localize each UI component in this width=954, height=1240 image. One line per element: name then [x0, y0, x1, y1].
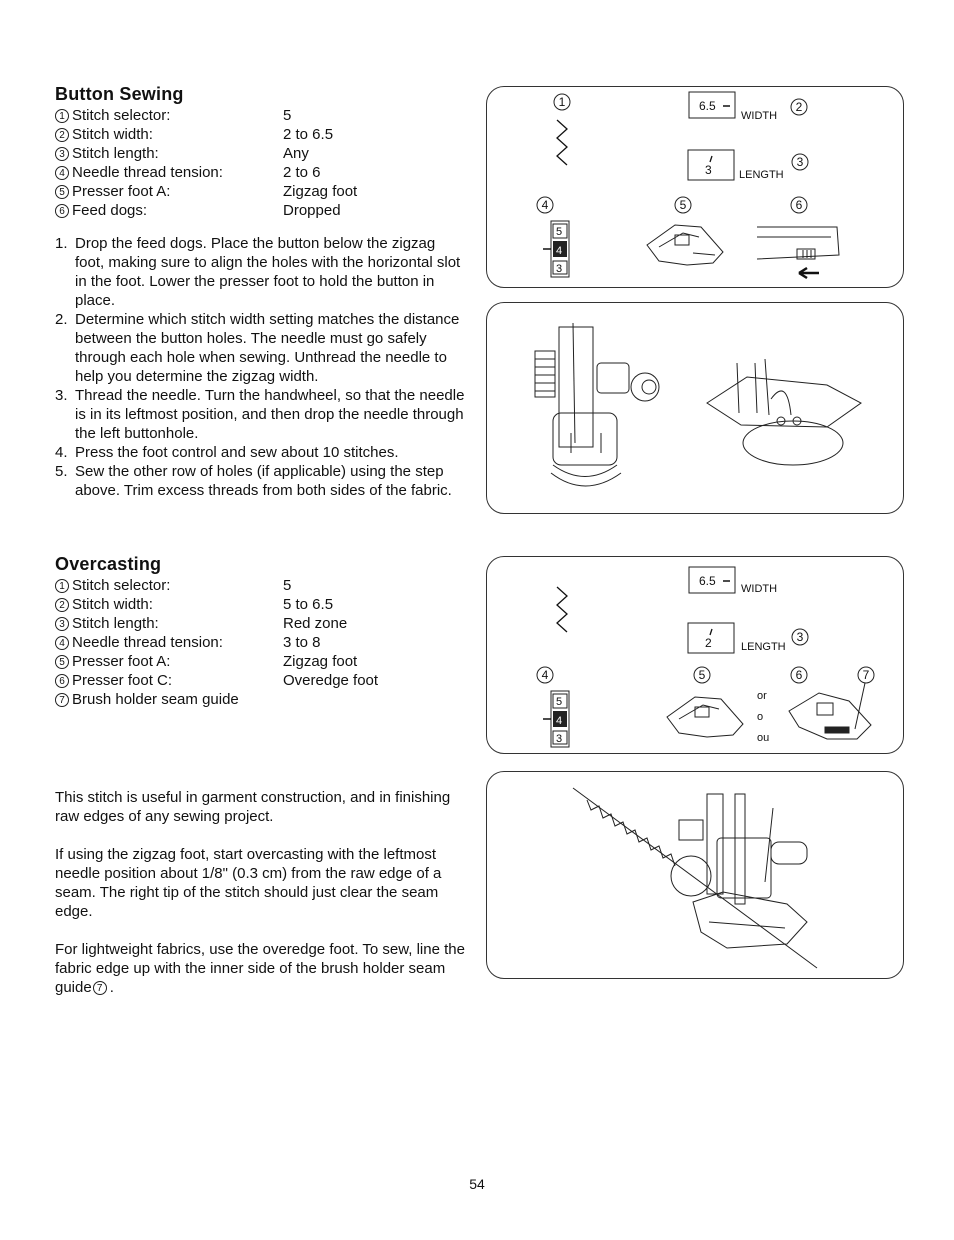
button-under-foot-icon — [707, 359, 861, 465]
callout-6: 6 — [795, 668, 803, 682]
step-text: Drop the feed dogs. Place the button below the zigzag foot, making sure to align the holes with the horizontal slot in the foot. Lower the presser foot to hold the button in place. — [75, 235, 461, 309]
step-number: 2. — [55, 311, 68, 328]
step-number: 4. — [55, 444, 68, 461]
spec-row — [55, 182, 357, 201]
step-item — [55, 443, 467, 462]
spec-value: Zigzag foot — [283, 183, 358, 200]
or-word-fr: ou — [757, 732, 770, 744]
spec-row — [55, 201, 357, 220]
spec-row — [55, 125, 357, 144]
spec-label: Stitch selector: — [72, 577, 171, 594]
overcasting-title: Overcasting — [55, 554, 162, 574]
overcasting-illustration — [487, 772, 903, 978]
spec-row — [55, 614, 378, 633]
callout-icon: 6 — [55, 674, 69, 688]
overcasting-paragraph-1: This stitch is useful in garment construction, and in finishing raw edges of any sewing project. — [55, 789, 451, 825]
callout-icon: 7 — [55, 693, 69, 707]
presser-foot-front-icon — [535, 323, 659, 486]
callout-5: 5 — [698, 668, 706, 682]
spec-label: Feed dogs: — [72, 202, 148, 219]
tension-tick: 3 — [556, 733, 563, 745]
spec-row — [55, 652, 378, 671]
zigzag-foot-icon — [647, 225, 723, 265]
spec-value: 3 to 8 — [283, 634, 321, 651]
overedge-foot-icon — [789, 683, 871, 739]
spec-value: 2 to 6.5 — [283, 126, 334, 143]
button-sewing-title: Button Sewing — [55, 84, 184, 104]
callout-icon: 5 — [55, 185, 69, 199]
callout-icon: 7 — [93, 981, 107, 995]
overcasting-illustration-panel — [486, 771, 904, 979]
spec-value: 5 — [283, 107, 292, 124]
callout-icon: 4 — [55, 166, 69, 180]
length-label: LENGTH — [739, 169, 784, 181]
spec-label: Presser foot C: — [72, 672, 173, 689]
step-number: 1. — [55, 235, 68, 252]
spec-value: Any — [283, 145, 309, 162]
button-settings-diagram — [487, 87, 903, 287]
spec-row — [55, 690, 378, 709]
spec-value: 5 to 6.5 — [283, 596, 334, 613]
zigzag-stitch-icon — [557, 120, 567, 165]
button-settings-panel — [486, 86, 904, 288]
callout-3: 3 — [796, 155, 804, 169]
or-word-en: or — [757, 690, 767, 702]
length-value: 3 — [705, 163, 712, 177]
width-label: WIDTH — [741, 583, 778, 595]
overcasting-paragraph-3 — [55, 940, 467, 997]
callout-icon: 3 — [55, 147, 69, 161]
callout-4: 4 — [541, 198, 549, 212]
spec-label: Needle thread tension: — [72, 634, 223, 651]
callout-4: 4 — [541, 668, 549, 682]
step-text: Determine which stitch width setting matches the distance between the button holes. The needle must go safely through each hole when sewing. Unthread the needle to help you determine the zigzag width. — [75, 311, 460, 385]
tension-dial-icon — [543, 221, 569, 277]
spec-row — [55, 633, 378, 652]
width-label: WIDTH — [741, 110, 778, 122]
step-item — [55, 386, 467, 443]
spec-label: Stitch length: — [72, 615, 159, 632]
step-number: 5. — [55, 463, 68, 480]
spec-value: Red zone — [283, 615, 348, 632]
callout-5: 5 — [679, 198, 687, 212]
length-label: LENGTH — [741, 641, 786, 653]
zigzag-foot-icon — [667, 697, 743, 737]
callout-icon: 5 — [55, 655, 69, 669]
spec-value: 5 — [283, 577, 292, 594]
spec-label: Presser foot A: — [72, 183, 171, 200]
spec-value: 2 to 6 — [283, 164, 321, 181]
step-item — [55, 462, 467, 500]
button-sewing-illustration-panel — [486, 302, 904, 514]
zigzag-stitch-icon — [557, 587, 567, 632]
spec-row — [55, 671, 378, 690]
feed-dog-lever-icon — [757, 227, 839, 259]
overcasting-paragraph-2: If using the zigzag foot, start overcasting with the leftmost needle position about 1/8" (0.3 cm) from the raw edge of a seam. The right tip of the stitch should just clear the seam edge. — [55, 846, 442, 920]
callout-icon: 4 — [55, 636, 69, 650]
step-text: Press the foot control and sew about 10 stitches. — [75, 444, 399, 461]
callout-icon: 1 — [55, 579, 69, 593]
button-sewing-steps — [55, 234, 467, 500]
tension-tick: 4 — [556, 245, 563, 257]
button-sewing-illustration — [487, 303, 903, 513]
spec-label: Stitch selector: — [72, 107, 171, 124]
tension-dial-icon — [543, 691, 569, 747]
callout-1: 1 — [558, 95, 566, 109]
spec-row — [55, 106, 357, 125]
step-number: 3. — [55, 387, 68, 404]
step-item — [55, 234, 467, 310]
overcasting-presser-foot-icon — [671, 794, 807, 948]
spec-value: Zigzag foot — [283, 653, 358, 670]
paragraph-text: For lightweight fabrics, use the overedge foot. To sew, line the fabric edge up with the inner side of the brush holder seam guide — [55, 941, 465, 996]
step-text: Sew the other row of holes (if applicable) using the step above. Trim excess threads from both sides of the fabric. — [75, 463, 452, 499]
callout-7: 7 — [862, 668, 870, 682]
tension-tick: 5 — [556, 696, 563, 708]
callout-3: 3 — [796, 630, 804, 644]
or-word-es: o — [757, 711, 764, 723]
tension-tick: 3 — [556, 263, 563, 275]
spec-row — [55, 576, 378, 595]
callout-icon: 1 — [55, 109, 69, 123]
step-item — [55, 310, 467, 386]
spec-label: Stitch width: — [72, 596, 153, 613]
period: . — [109, 979, 114, 996]
arrow-left-icon — [799, 268, 819, 278]
spec-label: Brush holder seam guide — [72, 691, 239, 708]
page-number: 54 — [469, 1176, 485, 1192]
width-value: 6.5 — [699, 574, 716, 588]
spec-row — [55, 144, 357, 163]
callout-icon: 2 — [55, 128, 69, 142]
spec-value: Dropped — [283, 202, 341, 219]
overcast-stitch-edge-icon — [573, 788, 817, 968]
width-value: 6.5 — [699, 99, 716, 113]
button-sewing-specs — [55, 106, 357, 220]
spec-label: Stitch width: — [72, 126, 153, 143]
tension-tick: 4 — [556, 715, 563, 727]
length-value: 2 — [705, 636, 712, 650]
spec-label: Stitch length: — [72, 145, 159, 162]
spec-value: Overedge foot — [283, 672, 379, 689]
tension-tick: 5 — [556, 226, 563, 238]
overcasting-settings-panel — [486, 556, 904, 754]
callout-icon: 3 — [55, 617, 69, 631]
overcasting-specs — [55, 576, 378, 709]
callout-icon: 2 — [55, 598, 69, 612]
overcasting-settings-diagram — [487, 557, 903, 753]
callout-icon: 6 — [55, 204, 69, 218]
callout-2: 2 — [795, 100, 803, 114]
callout-6: 6 — [795, 198, 803, 212]
step-text: Thread the needle. Turn the handwheel, so that the needle is in its leftmost position, and then drop the needle through the left buttonhole. — [75, 387, 465, 442]
spec-row — [55, 163, 357, 182]
spec-label: Needle thread tension: — [72, 164, 223, 181]
spec-label: Presser foot A: — [72, 653, 171, 670]
spec-row — [55, 595, 378, 614]
